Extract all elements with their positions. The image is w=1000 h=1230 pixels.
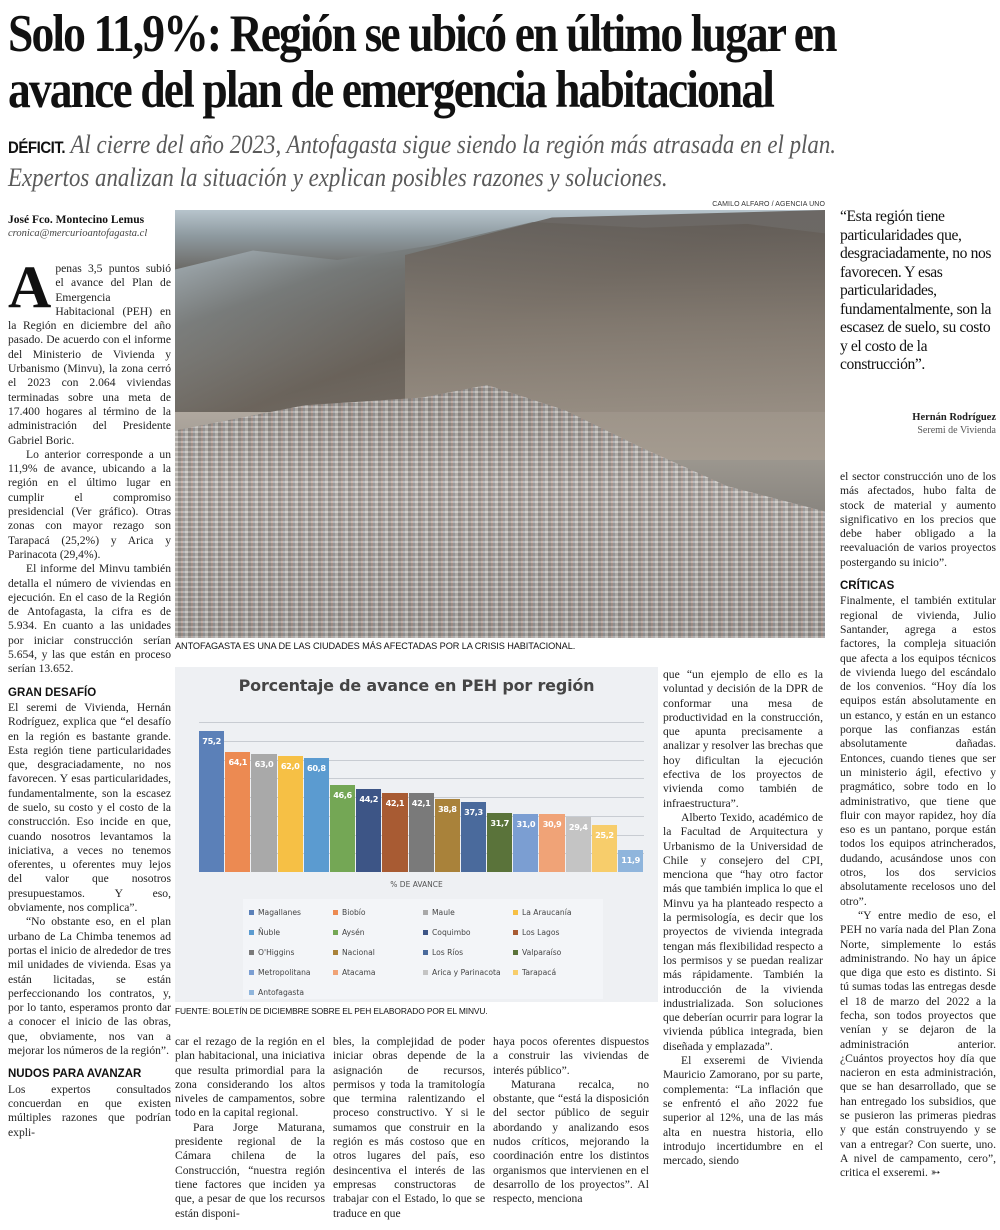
chart-bar — [592, 825, 617, 872]
legend-item — [513, 942, 603, 962]
legend-item — [423, 962, 513, 982]
pull-quote-name: Hernán Rodríguez — [912, 412, 996, 423]
article-column-3 — [333, 1035, 485, 1221]
deck-line-2: Expertos analizan la situación y explican posibles razones y soluciones. — [8, 163, 668, 192]
chart-x-axis-label: % DE AVANCE — [390, 880, 443, 889]
legend-label: Coquimbo — [432, 927, 471, 937]
byline — [8, 214, 173, 239]
paragraph: Alberto Texido, académico de la Facultad de Arquitectura y Urbanismo de la Universidad de Chile y consejero del CPI, menciona que “hay otro factor más que también implica lo que el Minvu ya ha planteado respecto a la permisología, es decir que los proyectos de vivienda integrada tengan más flexibilidad respecto a los permisos y se puedan realizar más rápidamente. También la introducción de la vivienda industrializada. Son soluciones que deberían ocurrir para lograr la vivienda pública integrada, bien diseñada y emplazada”. — [663, 810, 823, 1053]
pull-quote: “Esta región tiene particularidades que, desgraciadamente, no nos favorecen. Y esas particularidades, fundamentalmente, son la escasez de suelo, su costo y el costo de la construcción”. — [840, 208, 992, 373]
photo-credit: CAMILO ALFARO / AGENCIA UNO — [712, 201, 825, 208]
paragraph: Lo anterior corresponde a un 11,9% de avance, ubicando a la región en el último lugar en cumplir el compromiso presidencial (Ver gráfico). Otras zonas con mayor rezago son Tarapacá (25,2%) y Arica y Parinacota (29,4%). — [8, 447, 171, 561]
legend-swatch-icon — [249, 910, 254, 915]
bar-value-label: 25,2 — [595, 829, 614, 840]
legend-label: Nacional — [342, 947, 375, 957]
author-name: José Fco. Montecino Lemus — [8, 214, 145, 226]
chart-bar — [539, 814, 564, 872]
chart-bar — [199, 731, 224, 872]
legend-item — [249, 942, 333, 962]
paragraph: El exseremi de Vivienda Mauricio Zamorano, por su parte, complementa: “La inflación que se enfrentó el año 2022 fue superior al 12%, una de las más alta en nuestra historia, ello introdujo incertidumbre en el mercado, siendo — [663, 1054, 823, 1168]
bar-value-label: 60,8 — [307, 763, 326, 773]
legend-label: Arica y Parinacota — [432, 967, 501, 977]
headline — [8, 6, 859, 118]
chart-source: FUENTE: BOLETÍN DE DICIEMBRE SOBRE EL PEH ELABORADO POR EL MINVU. — [175, 1006, 488, 1016]
legend-swatch-icon — [423, 930, 428, 935]
bar-value-label: 44,2 — [359, 794, 379, 805]
bar-value-label: 64,1 — [228, 756, 248, 767]
aerial-photo — [175, 210, 825, 638]
paragraph: El seremi de Vivienda, Hernán Rodríguez, explica que “el desafío en la región es bastante grande. Esta región tiene particularidades que, desgraciadamente, no nos favorecen. Y esas particularidades, fundamentalmente, son la escasez de suelo, su costo y el costo de la construcción. Eso incide en que, cuando nosotros levantamos la iniciativa, a veces no tenemos oferentes, u oferentes muy lejos del valor que nosotros presupuestamos. Y eso, obviamente, nos complica”. — [8, 700, 171, 915]
article-column-4 — [663, 668, 823, 1168]
legend-swatch-icon — [249, 970, 254, 975]
drop-cap: A — [8, 254, 52, 320]
bar-value-label: 11,9 — [621, 854, 640, 865]
bar-value-label: 63,0 — [254, 758, 274, 769]
pull-quote-attribution — [840, 412, 996, 436]
chart-bars — [199, 722, 644, 872]
legend-item — [249, 982, 333, 1002]
legend-item — [333, 942, 423, 962]
legend-item — [333, 962, 423, 982]
chart-title: Porcentaje de avance en PEH por región — [238, 676, 595, 695]
bar-value-label: 31,0 — [516, 818, 536, 829]
subhead-nudos-para-avanzar: NUDOS PARA AVANZAR — [8, 1068, 142, 1081]
paragraph: car el rezago de la región en el plan habitacional, una iniciativa que resulta primordial para la zona considerando los altos niveles de campamentos, sobre todo en la capital regional. — [175, 1035, 325, 1120]
legend-item — [513, 962, 603, 982]
article-column-1 — [8, 254, 171, 1140]
bar-value-label: 30,9 — [542, 819, 562, 830]
legend-label: Metropolitana — [258, 967, 311, 977]
bar-value-label: 75,2 — [202, 736, 221, 746]
deck — [8, 130, 879, 193]
paragraph: “Y entre medio de eso, el PEH no varía nada del Plan Zona Norte, simplemente lo estás administrando. No hay un ápice que diga que esto es distinto. Si tú sumas todas las entregas desde el 18 de marzo del 2022 a la fecha, son todos proyectos que venían y se dejaron de la administración anterior. ¿Cuántos proyectos hoy día que nacieron en esta administración, que se han desarrollado, que se han entregado los subsidios, que se pusieron las primeras piedras y que están construyendo y se van a entregar? Con suerte, uno. A nivel de campamento, cero”, critica el exseremi. ➳ — [840, 908, 996, 1180]
legend-item — [423, 922, 513, 942]
chart-bar — [225, 752, 250, 872]
article-column-2 — [175, 1035, 325, 1221]
chart-bar — [513, 814, 538, 872]
legend-swatch-icon — [513, 930, 518, 935]
subhead-criticas: CRÍTICAS — [840, 580, 895, 593]
legend-label: Tarapacá — [522, 967, 557, 977]
legend-item — [249, 902, 333, 922]
paragraph: bles, la complejidad de poder iniciar obras depende de la asignación de recursos, permisos y toda la tramitología que termina ralentizando el proceso constructivo. Y si le sumamos que construir en la región es más costoso que en otros lugares del país, eso desincentiva el interés de las empresas constructoras de trabajar con el Estado, lo que se traduce en que — [333, 1035, 485, 1220]
chart-bar — [278, 756, 303, 872]
chart-legend — [243, 899, 603, 999]
legend-item — [423, 942, 513, 962]
bar-value-label: 29,4 — [568, 821, 588, 832]
legend-label: Valparaíso — [522, 947, 562, 957]
legend-label: Los Lagos — [522, 927, 560, 937]
legend-label: Aysén — [342, 927, 365, 937]
legend-label: Ñuble — [258, 927, 281, 937]
chart-bar — [304, 758, 329, 872]
chart-bar — [461, 802, 486, 872]
lead-paragraph: Apenas 3,5 puntos subió el avance del Plan de Emergencia Habitacional (PEH) en la Región en diciembre del año pasado. De acuerdo con el informe del Ministerio de Vivienda y Urbanismo (Minvu), la zona cerró el 2023 con 2.064 viviendas terminadas sobre una meta de 17.400 hogares al término de la administración del Presidente Gabriel Boric. — [8, 254, 171, 447]
deck-line-1: Al cierre del año 2023, Antofagasta sigue siendo la región más atrasada en el plan. — [70, 130, 837, 159]
paragraph: “No obstante eso, en el plan urbano de La Chimba tenemos ad portas el inicio de alrededor de tres mil unidades de vivienda. Esas ya están licitadas, se están perfeccionando los contratos, y, por lo tanto, esperamos pronto dar a conocer el inicio de las obras, que, obviamente, nos van a mejorar los números de la región”. — [8, 915, 171, 1058]
legend-label: La Araucanía — [522, 907, 572, 917]
paragraph: el sector construcción uno de los más afectados, hubo falta de stock de material y aumento significativo en los precios que debe haber obligado a la reevaluación de varios proyectos postergando su inicio”. — [840, 470, 996, 569]
chart-bar — [409, 793, 434, 872]
legend-swatch-icon — [249, 950, 254, 955]
bar-value-label: 42,1 — [385, 798, 405, 809]
chart-bar — [330, 785, 355, 872]
legend-label: Atacama — [342, 967, 376, 977]
chart-bar — [566, 817, 591, 872]
chart-bar — [435, 799, 460, 872]
deck-kicker: DÉFICIT. — [8, 138, 66, 157]
bar-value-label: 37,3 — [464, 807, 483, 818]
legend-item — [333, 922, 423, 942]
chart-bar — [251, 754, 276, 872]
bar-value-label: 42,1 — [411, 798, 431, 809]
legend-swatch-icon — [423, 970, 428, 975]
legend-label: Magallanes — [258, 907, 301, 917]
article-column-3b — [493, 1035, 649, 1207]
article-column-5 — [840, 470, 996, 1181]
bar-value-label: 31,7 — [490, 817, 509, 828]
headline-line-1: Solo 11,9%: Región se ubicó en último lugar en — [8, 5, 836, 63]
legend-swatch-icon — [423, 950, 428, 955]
legend-item — [249, 922, 333, 942]
legend-item — [513, 902, 603, 922]
legend-item — [513, 922, 603, 942]
chart-plot-area — [199, 722, 644, 872]
legend-swatch-icon — [513, 910, 518, 915]
legend-item — [249, 962, 333, 982]
legend-swatch-icon — [333, 970, 338, 975]
legend-label: O'Higgins — [258, 947, 295, 957]
legend-label: Los Ríos — [432, 947, 464, 957]
pull-quote-role: Seremi de Vivienda — [917, 425, 996, 436]
legend-swatch-icon — [333, 910, 338, 915]
paragraph: Finalmente, el también extitular regional de vivienda, Julio Santander, agrega a estos factores, la compleja situación que afecta a los equipos técnicos de vivienda luego del escándalo de los convenios. “Hoy día los equipos están absolutamente en un estanco, y están en un estanco porque las confianzas están absolutamente dañadas. Entonces, cuando tienes que ser un ministerio ágil, efectivo y pragmático, sobre todo en lo administrativo, que tiene que fluir con mayor rapidez, hoy día eso es un pantano, porque están todos los equipos atrincherados, dudando, acusándose unos con otros, los dos servicios absolutamente recelosos uno del otro”. — [840, 594, 996, 908]
photo-caption: ANTOFAGASTA ES UNA DE LAS CIUDADES MÁS AFECTADAS POR LA CRISIS HABITACIONAL. — [175, 641, 576, 651]
chart-bar — [356, 789, 381, 872]
paragraph: Los expertos consultados concuerdan en que existen múltiples razones que podrían expli- — [8, 1082, 171, 1139]
bar-value-label: 62,0 — [280, 760, 300, 771]
paragraph: Para Jorge Maturana, presidente regional de la Cámara chilena de la Construcción, “nuestra región tiene factores que inciden ya que, a pesar de que los recursos están disponi- — [175, 1120, 325, 1220]
legend-swatch-icon — [333, 930, 338, 935]
paragraph: Maturana recalca, no obstante, que “está la disposición del sector público de seguir abordando y analizando esos nudos críticos, mejorando la coordinación entre los distintos organismos que intervienen en el desarrollo de los proyectos”. Al respecto, menciona — [493, 1077, 649, 1206]
paragraph: El informe del Minvu también detalla el número de viviendas en ejecución. En el caso de la Región de Antofagasta, la cifra es de 5.934. En cuanto a las unidades por iniciar construcción serían 5.654, y las que están en proceso serían 13.652. — [8, 562, 171, 676]
paragraph: haya pocos oferentes dispuestos a construir las viviendas de interés público”. — [493, 1035, 649, 1077]
legend-label: Antofagasta — [258, 987, 305, 997]
legend-swatch-icon — [513, 950, 518, 955]
legend-label: Biobío — [342, 907, 366, 917]
legend-swatch-icon — [249, 990, 254, 995]
legend-swatch-icon — [249, 930, 254, 935]
legend-label: Maule — [432, 907, 455, 917]
chart-bar — [382, 793, 407, 872]
legend-item — [333, 902, 423, 922]
legend-item — [423, 902, 513, 922]
headline-line-2: avance del plan de emergencia habitacional — [8, 61, 773, 119]
subhead-gran-desafio: GRAN DESAFÍO — [8, 686, 97, 699]
bar-chart — [175, 667, 658, 1002]
bar-value-label: 46,6 — [333, 789, 352, 800]
legend-swatch-icon — [513, 970, 518, 975]
legend-swatch-icon — [333, 950, 338, 955]
author-email[interactable]: cronica@mercurioantofagasta.cl — [8, 228, 148, 239]
legend-swatch-icon — [423, 910, 428, 915]
chart-bar — [487, 813, 512, 872]
bar-value-label: 38,8 — [437, 804, 457, 815]
chart-bar — [618, 850, 643, 872]
paragraph: que “un ejemplo de ello es la voluntad y decisión de la DPR de conformar una mesa de productividad en la construcción, que apunta precisamente a analizar y resolver las brechas que hoy dificultan la ejecución efectiva de los proyectos de vivienda como también de infraestructura”. — [663, 668, 823, 810]
